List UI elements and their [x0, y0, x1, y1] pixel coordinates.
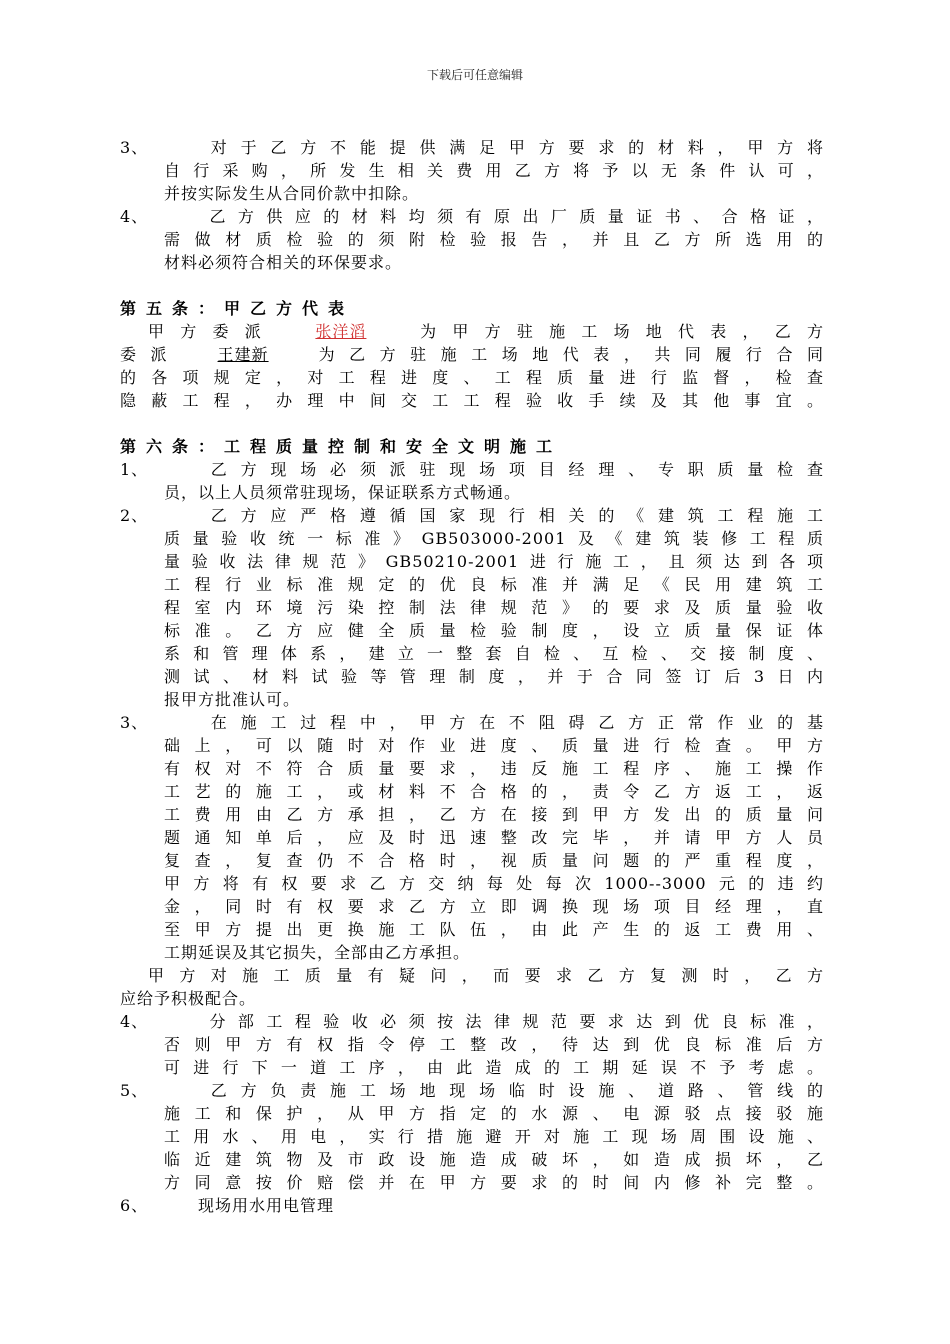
- line-text: 隐蔽工程，办理中间交工工程验收手续及其他事宜。: [120, 391, 824, 410]
- line-text: 方同意按价赔偿并在甲方要求的时间内修补完整。: [164, 1173, 824, 1192]
- line-text: 自行采购，所发生相关费用乙方将予以无条件认可，: [164, 161, 824, 180]
- list-item-continuation: [120, 780, 824, 803]
- paragraph-line: [120, 389, 824, 412]
- list-item: [120, 1010, 824, 1033]
- line-text: 施工和保护，从甲方指定的水源、电源驳点接驳施: [164, 1104, 824, 1123]
- line-text: 为甲方驻施工场地代表，乙方: [404, 322, 824, 341]
- list-item-text: 分部工程验收必须按法律规范要求达到优良标准，: [198, 1012, 824, 1031]
- line-text: 为乙方驻施工场地代表，共同履行合同: [305, 345, 824, 364]
- list-item-continuation: [120, 642, 824, 665]
- list-item-continuation: [120, 550, 824, 573]
- line-text: 报甲方批准认可。: [164, 690, 301, 709]
- representative-line: [120, 343, 824, 366]
- line-text: 甲方将有权要求乙方交纳每处每次1000--3000元的违约: [164, 874, 824, 893]
- paragraph-gap: [120, 412, 824, 435]
- line-text: 工程行业标准规定的优良标准并满足《民用建筑工: [164, 575, 824, 594]
- list-item: [120, 136, 824, 159]
- list-item-continuation: [120, 941, 824, 964]
- line-text: 金，同时有权要求乙方立即调换现场项目经理，直: [164, 897, 824, 916]
- line-text: 量验收法律规范》GB50210-2001进行施工，且须达到各项: [164, 552, 824, 571]
- section-heading: [120, 297, 824, 320]
- line-text: 甲方委派: [148, 322, 277, 341]
- line-text: 程室内环境污染控制法律规范》的要求及质量验收: [164, 598, 824, 617]
- line-text: 应给予积极配合。: [120, 989, 257, 1008]
- line-text: 标准。乙方应健全质量检验制度，设立质量保证体: [164, 621, 824, 640]
- list-item-continuation: [120, 619, 824, 642]
- list-item-continuation: [120, 527, 824, 550]
- line-text: 委派: [120, 345, 182, 364]
- line-text: 甲方对施工质量有疑问，而要求乙方复测时，乙方: [148, 966, 824, 985]
- section-heading: [120, 435, 824, 458]
- list-item-number: 5、: [120, 1081, 149, 1100]
- list-item-continuation: [120, 895, 824, 918]
- line-text: 质量验收统一标准》GB503000-2001及《建筑装修工程质: [164, 529, 824, 548]
- list-item-number: 2、: [120, 506, 149, 525]
- line-text: 工费用由乙方承担，乙方在接到甲方发出的质量问: [164, 805, 824, 824]
- party-b-representative-name: 王建新: [217, 345, 269, 364]
- heading-text: 第五条：甲乙方代表: [120, 299, 355, 318]
- list-item-continuation: [120, 665, 824, 688]
- list-item-continuation: [120, 251, 824, 274]
- line-text: 材料必须符合相关的环保要求。: [164, 253, 403, 272]
- list-item-text: 乙方负责施工场地现场临时设施、道路、管线的: [198, 1081, 824, 1100]
- line-text: 的各项规定，对工程进度、工程质量进行监督，检查: [120, 368, 824, 387]
- paragraph-gap: [120, 274, 824, 297]
- line-text: 题通知单后，应及时迅速整改完毕，并请甲方人员: [164, 828, 824, 847]
- paragraph-line: [120, 987, 824, 1010]
- list-item-number: 3、: [120, 138, 149, 157]
- line-text: 临近建筑物及市政设施造成破坏，如造成损坏，乙: [164, 1150, 824, 1169]
- list-item-continuation: [120, 1148, 824, 1171]
- list-item-continuation: [120, 573, 824, 596]
- list-item-continuation: [120, 1125, 824, 1148]
- paragraph-line: [120, 964, 824, 987]
- list-item: [120, 1194, 824, 1217]
- list-item-continuation: [120, 872, 824, 895]
- line-text: 测试、材料试验等管理制度，并于合同签订后3日内: [164, 667, 824, 686]
- line-text: 础上，可以随时对作业进度、质量进行检查。甲方: [164, 736, 824, 755]
- list-item: [120, 458, 824, 481]
- list-item-number: 6、: [120, 1196, 149, 1215]
- list-item-continuation: [120, 1056, 824, 1079]
- list-item-continuation: [120, 1102, 824, 1125]
- line-text: 复查，复查仍不合格时，视质量问题的严重程度，: [164, 851, 824, 870]
- list-item-text: 现场用水用电管理: [198, 1196, 335, 1215]
- list-item-continuation: [120, 228, 824, 251]
- list-item-text: 乙方供应的材料均须有原出厂质量证书、合格证，: [198, 207, 824, 226]
- line-text: 员，以上人员须常驻现场，保证联系方式畅通。: [164, 483, 522, 502]
- list-item-continuation: [120, 803, 824, 826]
- list-item-text: 乙方现场必须派驻现场项目经理、专职质量检查: [198, 460, 824, 479]
- list-item-text: 对于乙方不能提供满足甲方要求的材料，甲方将: [198, 138, 824, 157]
- list-item-text: 乙方应严格遵循国家现行相关的《建筑工程施工: [198, 506, 824, 525]
- party-a-representative-name: 张洋滔: [315, 322, 367, 341]
- line-text: 至甲方提出更换施工队伍，由此产生的返工费用、: [164, 920, 824, 939]
- list-item: [120, 1079, 824, 1102]
- list-item-continuation: [120, 849, 824, 872]
- list-item-continuation: [120, 1033, 824, 1056]
- line-text: 需做材质检验的须附检验报告，并且乙方所选用的: [164, 230, 824, 249]
- page-header: 下载后可任意编辑: [426, 68, 523, 82]
- paragraph-line: [120, 366, 824, 389]
- list-item-continuation: [120, 734, 824, 757]
- list-item-number: 4、: [120, 207, 149, 226]
- list-item: [120, 711, 824, 734]
- list-item-continuation: [120, 826, 824, 849]
- heading-text: 第六条：工程质量控制和安全文明施工: [120, 437, 563, 456]
- list-item-continuation: [120, 688, 824, 711]
- list-item-continuation: [120, 596, 824, 619]
- representative-line: [120, 320, 824, 343]
- line-text: 工用水、用电，实行措施避开对施工现场周围设施、: [164, 1127, 824, 1146]
- line-text: 工艺的施工，或材料不合格的，责令乙方返工，返: [164, 782, 824, 801]
- list-item-continuation: [120, 918, 824, 941]
- list-item-number: 1、: [120, 460, 149, 479]
- line-text: 否则甲方有权指令停工整改，待达到优良标准后方: [164, 1035, 824, 1054]
- list-item-continuation: [120, 481, 824, 504]
- list-item: [120, 504, 824, 527]
- list-item-number: 4、: [120, 1012, 149, 1031]
- list-item-number: 3、: [120, 713, 149, 732]
- list-item-continuation: [120, 159, 824, 182]
- line-text: 工期延误及其它损失，全部由乙方承担。: [164, 943, 471, 962]
- list-item-text: 在施工过程中，甲方在不阻碍乙方正常作业的基: [198, 713, 824, 732]
- list-item-continuation: [120, 182, 824, 205]
- line-text: 可进行下一道工序，由此造成的工期延误不予考虑。: [164, 1058, 824, 1077]
- document-body: [120, 136, 824, 1217]
- list-item-continuation: [120, 757, 824, 780]
- list-item-continuation: [120, 1171, 824, 1194]
- list-item: [120, 205, 824, 228]
- line-text: 有权对不符合质量要求，违反施工程序、施工操作: [164, 759, 824, 778]
- line-text: 并按实际发生从合同价款中扣除。: [164, 184, 420, 203]
- line-text: 系和管理体系，建立一整套自检、互检、交接制度、: [164, 644, 824, 663]
